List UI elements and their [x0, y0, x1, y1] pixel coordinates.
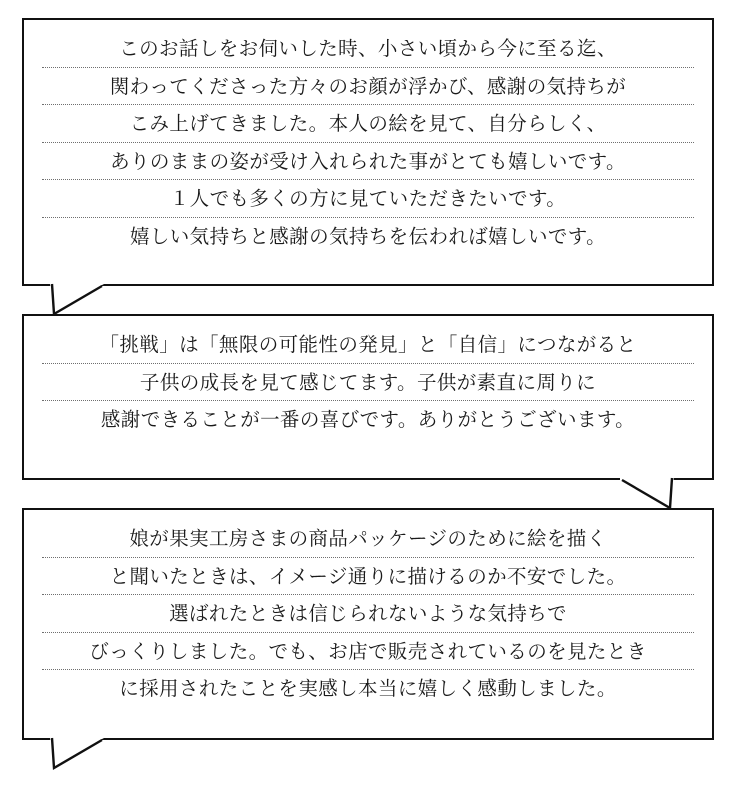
speech-bubble-1: [22, 18, 714, 286]
testimonial-1-lines: [42, 34, 694, 254]
testimonial-3-lines: [42, 524, 694, 707]
testimonial-line: こみ上げてきました。本人の絵を見て、自分らしく、: [42, 105, 694, 143]
testimonial-line: 子供の成長を見て感じてます。子供が素直に周りに: [42, 364, 694, 402]
tail-outline: [50, 278, 110, 318]
speech-bubble-tail-1: [50, 284, 104, 312]
speech-bubble-tail-3: [50, 738, 104, 766]
testimonial-block-3: [22, 508, 714, 740]
testimonial-block-2: [22, 314, 714, 480]
testimonial-line: びっくりしました。でも、お店で販売されているのを見たとき: [42, 633, 694, 671]
speech-bubble-3: [22, 508, 714, 740]
testimonial-line: 関わってくださった方々のお顔が浮かび、感謝の気持ちが: [42, 68, 694, 106]
tail-outline: [620, 472, 680, 512]
testimonial-line: と聞いたときは、イメージ通りに描けるのか不安でした。: [42, 558, 694, 596]
testimonial-line: に採用されたことを実感し本当に嬉しく感動しました。: [119, 677, 617, 700]
testimonial-line: このお話しをお伺いした時、小さい頃から今に至る迄、: [42, 34, 694, 68]
testimonial-line: 選ばれたときは信じられないような気持ちで: [42, 595, 694, 633]
testimonial-line: １人でも多くの方に見ていただきたいです。: [42, 180, 694, 218]
testimonial-line: ありのままの姿が受け入れられた事がとても嬉しいです。: [42, 143, 694, 181]
testimonial-2-lines: [42, 330, 694, 438]
speech-bubble-tail-2: [620, 478, 674, 506]
testimonial-block-1: [22, 18, 714, 286]
testimonial-line: 感謝できることが一番の喜びです。ありがとうございます。: [100, 408, 636, 431]
speech-bubble-2: [22, 314, 714, 480]
testimonial-line: 嬉しい気持ちと感謝の気持ちを伝われば嬉しいです。: [129, 224, 607, 248]
tail-outline: [50, 732, 110, 772]
testimonial-line: 「挑戦」は「無限の可能性の発見」と「自信」につながると: [42, 330, 694, 364]
testimonial-line: 娘が果実工房さまの商品パッケージのために絵を描く: [42, 524, 694, 558]
